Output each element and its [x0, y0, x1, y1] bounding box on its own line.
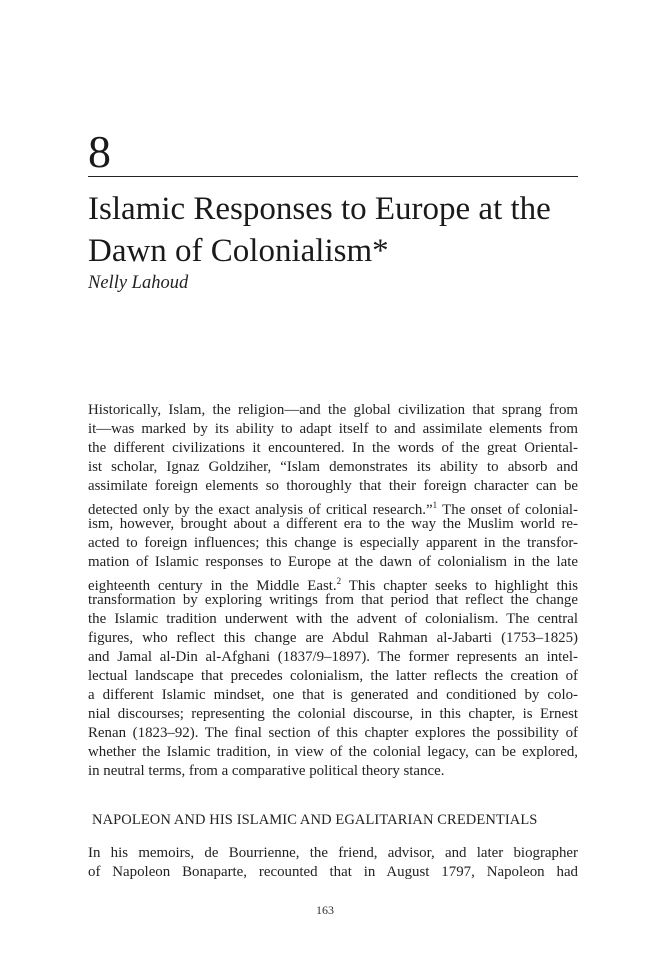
text-line: a different Islamic mindset, one that is generated and conditioned by colo- — [88, 687, 578, 703]
body-paragraph — [88, 844, 578, 882]
author-name: Nelly Lahoud — [88, 273, 189, 293]
text-segment: The onset of colonial- — [437, 502, 578, 518]
body-paragraph — [88, 401, 578, 781]
text-line: mation of Islamic responses to Europe at the dawn of colonialism in the late — [88, 554, 578, 570]
text-line: nial discourses; representing the colonial discourse, in this chapter, is Ernest — [88, 706, 578, 722]
chapter-number: 8 — [88, 126, 111, 177]
text-line: figures, who reflect this change are Abdul Rahman al-Jabarti (1753–1825) — [88, 630, 578, 646]
chapter-title-line: Islamic Responses to Europe at the — [88, 191, 551, 227]
text-line — [88, 572, 578, 594]
text-line — [88, 496, 578, 518]
text-line: assimilate foreign elements so thoroughly that their foreign character can be — [88, 478, 578, 494]
chapter-rule — [88, 176, 578, 177]
text-line: the different civilizations it encountered. In the words of the great Oriental- — [88, 440, 578, 456]
text-line: of Napoleon Bonaparte, recounted that in August 1797, Napoleon had — [88, 864, 578, 880]
text-line: In his memoirs, de Bourrienne, the friend, advisor, and later biographer — [88, 845, 578, 861]
text-line: acted to foreign influences; this change is especially apparent in the transfor- — [88, 535, 578, 551]
text-line: Historically, Islam, the religion—and the global civilization that sprang from — [88, 402, 578, 418]
text-line: in neutral terms, from a comparative political theory stance. — [88, 763, 445, 779]
text-line: lectual landscape that precedes colonialism, the latter reflects the creation of — [88, 668, 578, 684]
chapter-title — [88, 188, 588, 272]
text-line: the Islamic tradition underwent with the advent of colonialism. The central — [88, 611, 578, 627]
footnote-mark[interactable]: 2 — [336, 576, 342, 586]
text-segment: This chapter seeks to highlight this — [341, 578, 578, 594]
text-line: it—was marked by its ability to adapt itself to and assimilate elements from — [88, 421, 578, 437]
section-heading: NAPOLEON AND HIS ISLAMIC AND EGALITARIAN CREDENTIALS — [92, 812, 538, 828]
chapter-title-line: Dawn of Colonialism* — [88, 233, 389, 269]
text-line: whether the Islamic tradition, in view of the colonial legacy, can be explored, — [88, 744, 578, 760]
text-line: transformation by exploring writings from that period that reflect the change — [88, 592, 578, 608]
page-number: 163 — [316, 903, 334, 917]
text-line: Renan (1823–92). The final section of this chapter explores the possibility of — [88, 725, 578, 741]
footnote-mark[interactable]: 1 — [432, 500, 438, 510]
text-segment: eighteenth century in the Middle East. — [88, 578, 337, 594]
text-line: and Jamal al-Din al-Afghani (1837/9–1897). The former represents an intel- — [88, 649, 578, 665]
text-line: ism, however, brought about a different era to the way the Muslim world re- — [88, 516, 578, 532]
text-segment: detected only by the exact analysis of critical research.” — [88, 502, 433, 518]
text-line: ist scholar, Ignaz Goldziher, “Islam demonstrates its ability to absorb and — [88, 459, 578, 475]
